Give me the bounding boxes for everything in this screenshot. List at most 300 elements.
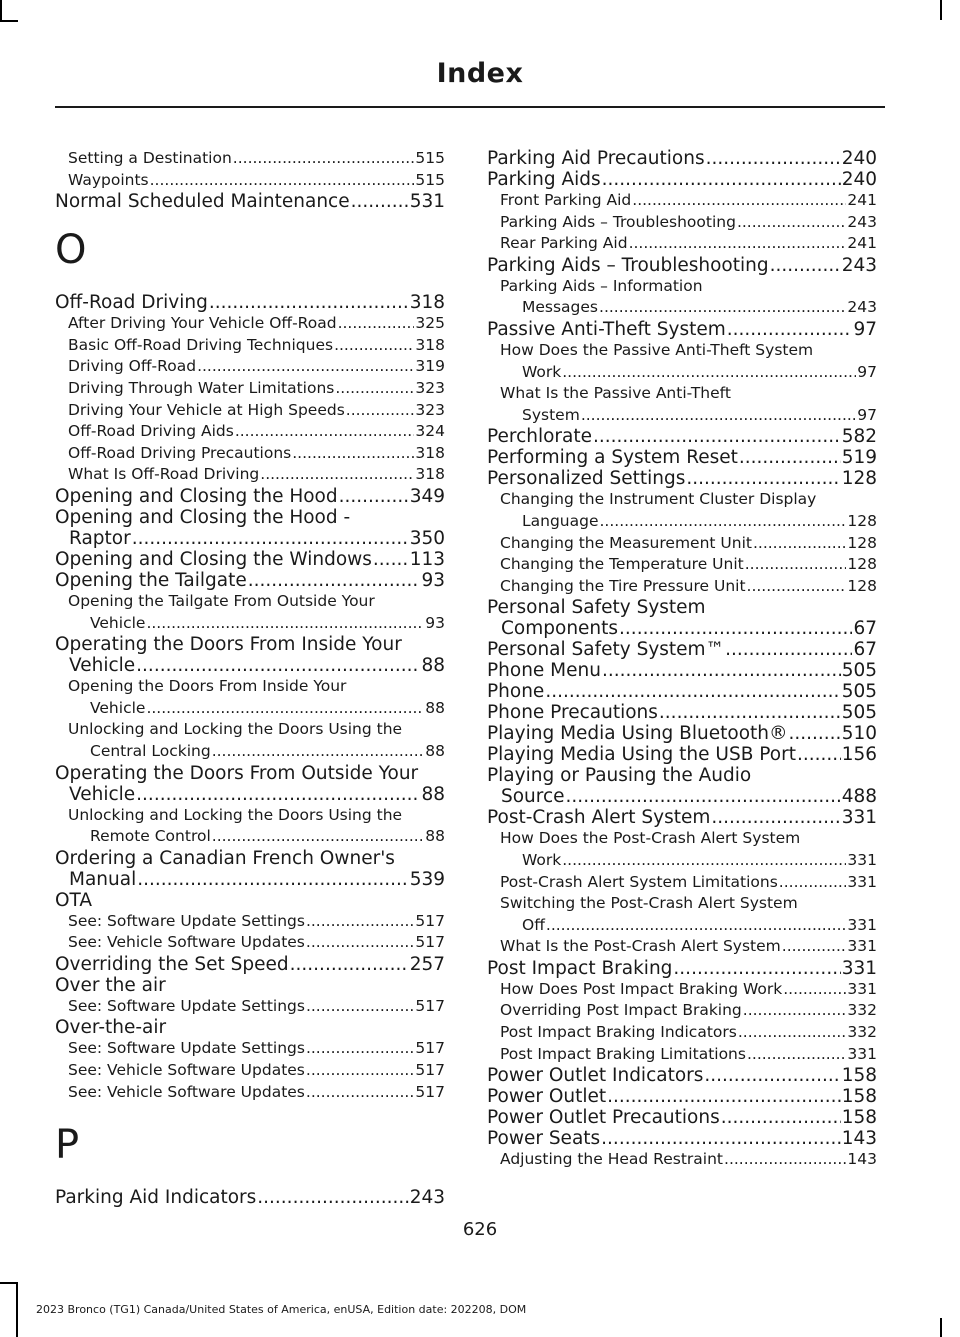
leader-dots: [235, 421, 415, 443]
entry-label: Work: [522, 362, 562, 381]
entry-page-number: 143: [841, 1128, 877, 1150]
entry-page-number: 318: [409, 292, 445, 314]
entry-page-number: 243: [841, 254, 877, 276]
leader-dots: [335, 378, 414, 400]
leader-dots: [566, 786, 841, 807]
entry-label: Normal Scheduled Maintenance: [55, 191, 350, 213]
entry-first-line: Opening the Tailgate From Outside Your: [68, 591, 375, 610]
index-entry: [487, 744, 877, 765]
entry-label: Phone Precautions: [487, 702, 658, 724]
index-subentry: [487, 383, 877, 426]
entry-label: Post Impact Braking: [487, 957, 673, 979]
entry-page-number: 517: [415, 996, 445, 1015]
entry-label: Power Outlet: [487, 1086, 607, 1108]
entry-page-number: 488: [841, 786, 877, 808]
index-entry: [55, 549, 445, 570]
leader-dots: [292, 443, 414, 465]
index-subentry: [55, 591, 445, 634]
entry-label: Vehicle: [90, 698, 146, 717]
entry-page-number: 539: [409, 868, 445, 890]
entry-label: Post-Crash Alert System Limitations: [500, 872, 778, 891]
entry-label: See: Software Update Settings: [68, 996, 305, 1015]
leader-dots: [724, 1149, 846, 1171]
entry-label: Phone: [487, 681, 545, 703]
entry-page-number: 332: [847, 1001, 877, 1020]
crop-mark-top-left: [0, 0, 2, 20]
index-entry: [487, 723, 877, 744]
entry-page-number: 318: [415, 443, 445, 462]
entry-label: Setting a Destination: [68, 149, 232, 167]
index-subentry: [487, 828, 877, 871]
entry-page-number: 319: [415, 357, 445, 376]
leader-dots: [770, 255, 841, 276]
leader-dots: [704, 1065, 840, 1086]
leader-dots: [306, 1038, 414, 1060]
entry-label: Driving Off-Road: [68, 357, 197, 376]
index-subentry: [487, 233, 877, 255]
entry-label: Power Outlet Precautions: [487, 1107, 720, 1129]
leader-dots: [290, 954, 409, 975]
index-subentry: [487, 276, 877, 319]
entry-label: Off-Road Driving Precautions: [68, 443, 292, 462]
entries-after-p: [55, 1187, 445, 1208]
entry-label: What Is the Post-Crash Alert System: [500, 937, 781, 956]
leader-dots: [659, 702, 841, 723]
index-entry: [487, 426, 877, 447]
index-heading: [55, 975, 445, 996]
leader-dots: [212, 826, 425, 848]
leader-dots: [686, 468, 840, 489]
index-heading-label: OTA: [55, 889, 93, 911]
entry-label: Personal Safety System™: [487, 639, 725, 661]
entry-page-number: 505: [841, 681, 877, 703]
entry-label: Language: [522, 511, 599, 530]
entry-page-number: 67: [853, 618, 877, 640]
leader-dots: [747, 1044, 846, 1066]
leader-dots: [248, 570, 421, 591]
index-subentry: [487, 1149, 877, 1171]
entry-first-line: Ordering a Canadian French Owner's: [55, 847, 395, 869]
entry-label: Adjusting the Head Restraint: [500, 1150, 724, 1169]
entry-label: Overriding the Set Speed: [55, 953, 289, 975]
entry-page-number: 128: [841, 468, 877, 490]
leader-dots: [629, 233, 847, 255]
index-subentry: [55, 464, 445, 486]
index-entry: [487, 681, 877, 702]
entry-page-number: 331: [841, 807, 877, 829]
index-entry: [487, 255, 877, 276]
entry-page-number: 113: [409, 548, 445, 570]
leader-dots: [601, 1128, 841, 1149]
leader-dots: [334, 335, 414, 357]
leader-dots: [346, 400, 415, 422]
entry-page-number: 519: [841, 447, 877, 469]
entry-label: Driving Through Water Limitations: [68, 378, 335, 397]
entry-page-number: 505: [841, 702, 877, 724]
leader-dots: [727, 319, 853, 340]
leader-dots: [373, 549, 409, 570]
leader-dots: [673, 958, 840, 979]
index-subentry: [55, 170, 445, 192]
index-subentry: [55, 1082, 445, 1104]
entry-label: What Is Off-Road Driving: [68, 465, 260, 484]
entry-page-number: 332: [847, 1023, 877, 1042]
entry-label: Raptor: [69, 527, 131, 549]
leader-dots: [146, 698, 424, 720]
crop-mark-bottom-right: [940, 1318, 942, 1337]
entry-first-line: Personal Safety System: [487, 597, 706, 619]
index-entry: [487, 702, 877, 723]
index-subentry: [55, 313, 445, 335]
index-entry: [55, 763, 445, 805]
leader-dots: [233, 148, 415, 170]
entry-page-number: 88: [421, 783, 445, 805]
crop-mark-top-left-h: [0, 20, 18, 22]
entry-label: Opening and Closing the Hood: [55, 485, 338, 507]
entry-first-line: Opening and Closing the Hood -: [55, 506, 351, 528]
leader-dots: [783, 979, 846, 1001]
entry-page-number: 582: [841, 426, 877, 448]
index-column-left: [55, 148, 445, 1208]
entry-label: See: Vehicle Software Updates: [68, 933, 305, 952]
index-subentry: [487, 979, 877, 1001]
leader-dots: [711, 807, 840, 828]
leader-dots: [137, 869, 408, 890]
index-subentry: [487, 489, 877, 532]
entry-label: Front Parking Aid: [500, 191, 632, 209]
leader-dots: [607, 1086, 841, 1107]
entry-label: Personalized Settings: [487, 468, 686, 490]
entry-label: Rear Parking Aid: [500, 234, 628, 253]
entry-label: Vehicle: [69, 783, 136, 805]
entry-label: After Driving Your Vehicle Off-Road: [68, 314, 337, 333]
index-subentry: [55, 421, 445, 443]
index-subentry: [55, 1038, 445, 1060]
index-entry: [487, 660, 877, 681]
entry-page-number: 88: [425, 698, 445, 717]
entry-label: Source: [501, 786, 565, 808]
leader-dots: [738, 1022, 847, 1044]
index-heading-label: Over-the-air: [55, 1017, 167, 1039]
leader-dots: [260, 464, 414, 486]
leader-dots: [257, 1187, 408, 1208]
index-subentry: [55, 443, 445, 465]
entry-label: Parking Aid Precautions: [487, 148, 705, 169]
entry-first-line: How Does the Post-Crash Alert System: [500, 829, 801, 848]
leader-dots: [747, 576, 847, 598]
entry-page-number: 241: [847, 234, 877, 253]
footer-edition-info: 2023 Bronco (TG1) Canada/United States of America, enUSA, Edition date: 202208, DOM: [36, 1303, 527, 1316]
entry-label: Messages: [522, 298, 599, 317]
entry-label: Driving Your Vehicle at High Speeds: [68, 400, 345, 419]
entry-label: Vehicle: [69, 655, 136, 677]
entry-label: Parking Aids – Troubleshooting: [487, 254, 769, 276]
entry-page-number: 324: [415, 422, 445, 441]
index-entry: [55, 292, 445, 313]
index-entry: [55, 1187, 445, 1208]
entry-page-number: 325: [415, 314, 445, 333]
entry-page-number: 515: [415, 149, 445, 167]
leader-dots: [753, 533, 846, 555]
entry-first-line: Switching the Post-Crash Alert System: [500, 894, 798, 913]
entry-label: Perchlorate: [487, 426, 593, 448]
index-subentry: [487, 872, 877, 894]
index-subentry: [55, 719, 445, 762]
index-subentry: [487, 340, 877, 383]
leader-dots: [789, 723, 841, 744]
section-letter-o: O: [55, 227, 87, 274]
entry-page-number: 240: [841, 169, 877, 190]
leader-dots: [581, 405, 856, 427]
entry-page-number: 257: [409, 953, 445, 975]
entry-page-number: 156: [841, 744, 877, 766]
entry-page-number: 128: [847, 555, 877, 574]
index-subentry: [55, 378, 445, 400]
entry-page-number: 158: [841, 1107, 877, 1129]
entry-label: Post Impact Braking Limitations: [500, 1044, 746, 1063]
entry-label: Power Outlet Indicators: [487, 1065, 704, 1087]
leader-dots: [599, 297, 846, 319]
page-number: 626: [462, 1219, 498, 1240]
index-entry: [55, 954, 445, 975]
index-subentry: [55, 911, 445, 933]
entry-label: Changing the Tire Pressure Unit: [500, 576, 746, 595]
entry-page-number: 517: [415, 1061, 445, 1080]
entry-label: Manual: [69, 868, 137, 890]
entry-page-number: 243: [847, 298, 877, 317]
index-subentry: [55, 805, 445, 848]
entry-page-number: 240: [841, 148, 877, 169]
index-entry: [55, 191, 445, 212]
leader-dots: [339, 486, 409, 507]
entry-page-number: 93: [425, 613, 445, 632]
leader-dots: [632, 190, 846, 212]
index-entry: [55, 570, 445, 591]
entry-label: Changing the Temperature Unit: [500, 555, 744, 574]
entry-page-number: 517: [415, 1082, 445, 1101]
entry-page-number: 97: [857, 362, 877, 381]
leader-dots: [797, 744, 841, 765]
leader-dots: [737, 212, 846, 234]
leader-dots: [706, 148, 841, 169]
entry-first-line: Operating the Doors From Inside Your: [55, 634, 402, 656]
leader-dots: [150, 170, 415, 192]
index-subentry: [487, 533, 877, 555]
entry-label: Parking Aids – Troubleshooting: [500, 212, 736, 231]
index-entry: [55, 486, 445, 507]
index-subentry: [487, 1000, 877, 1022]
index-entry: [55, 848, 445, 890]
index-heading-label: Over the air: [55, 974, 166, 996]
leader-dots: [351, 191, 409, 212]
index-subentry: [487, 190, 877, 212]
leader-dots: [132, 528, 409, 549]
index-heading: [55, 1017, 445, 1038]
index-subentry: [55, 996, 445, 1018]
index-subentry: [55, 148, 445, 170]
entry-first-line: What Is the Passive Anti-Theft: [500, 384, 731, 403]
entry-label: Overriding Post Impact Braking: [500, 1001, 742, 1020]
entry-label: Central Locking: [90, 741, 211, 760]
entry-page-number: 331: [847, 915, 877, 934]
entry-label: Basic Off-Road Driving Techniques: [68, 335, 334, 354]
entry-page-number: 331: [847, 850, 877, 869]
entry-page-number: 331: [847, 1044, 877, 1063]
entry-page-number: 143: [847, 1150, 877, 1169]
index-entry: [487, 447, 877, 468]
entry-first-line: Opening the Doors From Inside Your: [68, 677, 347, 696]
entry-label: Post Impact Braking Indicators: [500, 1023, 737, 1042]
entry-label: Vehicle: [90, 613, 146, 632]
index-subentry: [487, 1022, 877, 1044]
index-entry: [487, 807, 877, 828]
entry-page-number: 243: [847, 212, 877, 231]
index-entry: [487, 468, 877, 489]
entry-label: Phone Menu: [487, 660, 601, 682]
entry-label: Remote Control: [90, 827, 211, 846]
index-entry: [487, 148, 877, 169]
index-subentry: [487, 1044, 877, 1066]
entry-page-number: 67: [853, 639, 877, 661]
entry-page-number: 349: [409, 485, 445, 507]
index-entry: [487, 1086, 877, 1107]
entry-page-number: 331: [841, 957, 877, 979]
index-subentry: [487, 936, 877, 958]
index-heading: [55, 890, 445, 911]
leader-dots: [306, 911, 414, 933]
leader-dots: [212, 741, 425, 763]
index-subentry: [55, 932, 445, 954]
leader-dots: [136, 655, 420, 676]
index-entry: [55, 507, 445, 549]
index-subentry: [487, 576, 877, 598]
entry-label: Performing a System Reset: [487, 447, 738, 469]
entry-label: Power Seats: [487, 1128, 601, 1150]
entries-after-o: [55, 292, 445, 1103]
leader-dots: [306, 1060, 415, 1082]
index-column-right: [487, 148, 877, 1171]
index-entry: [487, 958, 877, 979]
leader-dots: [545, 681, 840, 702]
entry-label: See: Vehicle Software Updates: [68, 1061, 305, 1080]
entry-label: Parking Aids: [487, 169, 601, 190]
index-entry: [487, 639, 877, 660]
index-entry: [487, 1107, 877, 1128]
entry-label: Parking Aid Indicators: [55, 1187, 257, 1209]
index-subentry: [55, 356, 445, 378]
entry-page-number: 515: [415, 170, 445, 189]
leader-dots: [306, 932, 415, 954]
leader-dots: [782, 936, 847, 958]
entry-label: See: Software Update Settings: [68, 1039, 305, 1058]
index-entry: [55, 634, 445, 676]
leader-dots: [745, 554, 847, 576]
entry-label: Work: [522, 850, 562, 869]
leader-dots: [721, 1107, 841, 1128]
entries-before-o: [55, 148, 445, 212]
leader-dots: [602, 169, 841, 190]
entry-label: See: Vehicle Software Updates: [68, 1082, 305, 1101]
entry-page-number: 331: [847, 937, 877, 956]
entry-label: Components: [501, 618, 619, 640]
entry-page-number: 88: [421, 655, 445, 677]
index-subentry: [487, 554, 877, 576]
entry-first-line: Unlocking and Locking the Doors Using the: [68, 805, 403, 824]
entry-page-number: 97: [853, 318, 877, 340]
entry-first-line: Parking Aids – Information: [500, 276, 703, 295]
entry-label: How Does Post Impact Braking Work: [500, 979, 783, 998]
entry-label: Changing the Measurement Unit: [500, 533, 752, 552]
leader-dots: [546, 915, 847, 937]
entry-page-number: 128: [847, 511, 877, 530]
crop-mark-bottom-left-v: [16, 1282, 18, 1337]
entry-page-number: 517: [415, 1039, 445, 1058]
index-subentry: [487, 212, 877, 234]
crop-mark-top-right: [940, 0, 942, 20]
index-entry: [487, 319, 877, 340]
entry-page-number: 323: [415, 378, 445, 397]
entry-page-number: 517: [415, 933, 445, 952]
entry-label: See: Software Update Settings: [68, 911, 305, 930]
index-subentry: [55, 400, 445, 422]
leader-dots: [197, 356, 414, 378]
leader-dots: [779, 872, 847, 894]
entry-label: Opening the Tailgate: [55, 569, 247, 591]
leader-dots: [562, 850, 846, 872]
leader-dots: [562, 362, 856, 384]
leader-dots: [602, 660, 841, 681]
index-entry: [487, 765, 877, 807]
entry-page-number: 323: [415, 400, 445, 419]
page-title: Index: [436, 58, 524, 89]
leader-dots: [209, 292, 409, 313]
index-subentry: [55, 335, 445, 357]
entry-page-number: 97: [857, 405, 877, 424]
index-entry: [487, 1128, 877, 1149]
entry-page-number: 350: [409, 527, 445, 549]
entry-page-number: 331: [847, 979, 877, 998]
entry-label: Post-Crash Alert System: [487, 807, 711, 829]
entry-page-number: 510: [841, 723, 877, 745]
entry-first-line: Operating the Doors From Outside Your: [55, 762, 419, 784]
entry-label: Playing Media Using Bluetooth®: [487, 723, 788, 745]
leader-dots: [306, 1082, 415, 1104]
leader-dots: [600, 511, 847, 533]
entry-label: Off: [522, 915, 545, 934]
entry-page-number: 88: [425, 827, 445, 846]
entry-label: Off-Road Driving: [55, 292, 208, 314]
entry-page-number: 318: [415, 335, 445, 354]
title-rule: [55, 106, 885, 108]
index-entry: [487, 169, 877, 190]
entry-page-number: 331: [847, 872, 877, 891]
leader-dots: [725, 639, 852, 660]
entry-page-number: 505: [841, 660, 877, 682]
entry-page-number: 318: [415, 465, 445, 484]
entry-page-number: 93: [421, 569, 445, 591]
entry-label: Off-Road Driving Aids: [68, 422, 234, 441]
leader-dots: [739, 447, 841, 468]
leader-dots: [593, 426, 841, 447]
index-entry: [487, 597, 877, 639]
index-subentry: [487, 893, 877, 936]
leader-dots: [146, 613, 424, 635]
entry-page-number: 243: [409, 1187, 445, 1209]
index-subentry: [55, 1060, 445, 1082]
entry-page-number: 158: [841, 1086, 877, 1108]
entry-page-number: 88: [425, 741, 445, 760]
leader-dots: [136, 784, 420, 805]
